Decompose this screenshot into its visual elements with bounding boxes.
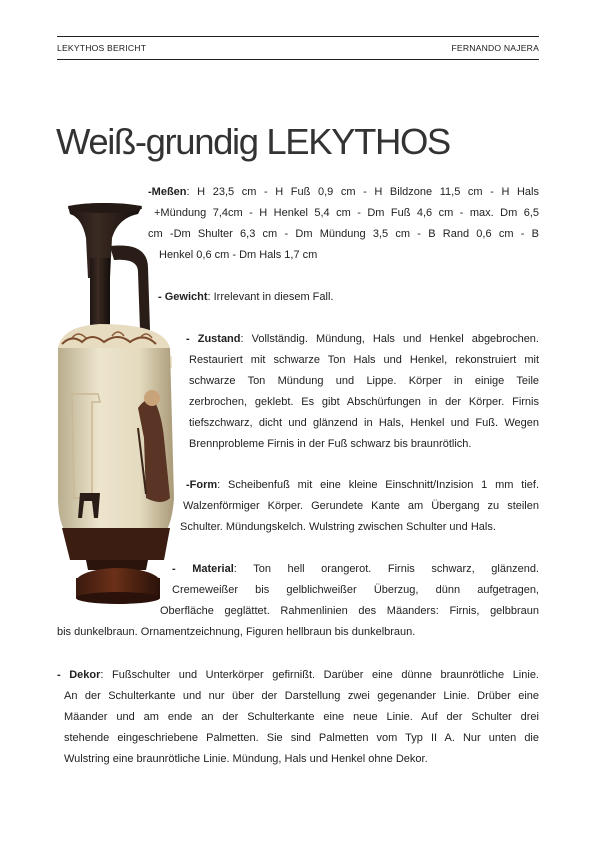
messen-label: -Meßen — [148, 186, 187, 198]
header-top-rule — [57, 36, 539, 37]
zustand-line-4: zerbrochen, geklebt. Es gibt Abschürfungen in der Körper. Firnis — [189, 396, 539, 408]
form-label: -Form — [186, 479, 218, 491]
form-line-2: Walzenförmiger Körper. Gerundete Kante am Übergang zu steilen — [183, 500, 539, 512]
dekor-line-2: An der Schulterkante und nur über der Darstellung zwei gegenander Linie. Drüber eine — [64, 690, 539, 702]
dekor-line-4: stehende eingeschriebene Palmetten. Sie sind Palmetten vom Typ II A. Nur unten die — [64, 732, 539, 744]
form-line-3: Schulter. Mündungskelch. Wulstring zwischen Schulter und Hals. — [180, 521, 496, 533]
zustand-line-3: schwarze Ton Mündung und Lippe. Körper in einige Teile — [189, 375, 539, 387]
form-line-1: : Scheibenfuß mit eine kleine Einschnitt/Inzision 1 mm tief. — [217, 479, 539, 491]
header-left-text: LEKYTHOS BERICHT — [57, 43, 147, 53]
zustand-line-5: tiefszchwarz, dicht und glänzend in Hals, Henkel und Fuß. Wegen — [189, 417, 539, 429]
messen-line-1: : H 23,5 cm - H Fuß 0,9 cm - H Bildzone 11,5 cm - H Hals — [186, 186, 539, 198]
section-messen — [148, 182, 539, 266]
zustand-line-6: Brennprobleme Firnis in der Fuß schwarz bis braunrötlich. — [189, 438, 472, 450]
header-bottom-rule — [57, 59, 539, 60]
section-gewicht — [158, 287, 539, 308]
dekor-line-5: Wulstring eine braunrötliche Linie. Mündung, Hals und Henkel ohne Dekor. — [64, 753, 428, 765]
page-title: Weiß-grundig LEKYTHOS — [56, 121, 450, 162]
dekor-line-1: : Fußschulter und Unterkörper gefirnißt. Darüber eine dünne braunrötliche Linie. — [100, 669, 539, 681]
material-line-4: bis dunkelbraun. Ornamentzeichnung, Figuren hellbraun bis dunkelbraun. — [57, 626, 416, 638]
gewicht-text: : Irrelevant in diesem Fall. — [207, 291, 334, 303]
zustand-label: - Zustand — [186, 333, 241, 345]
material-label: - Material — [172, 563, 234, 575]
material-line-2: Cremeweißer bis gelblichweißer Überzug, dünn aufgetragen, — [172, 584, 539, 596]
section-dekor — [57, 665, 539, 770]
messen-line-4: Henkel 0,6 cm - Dm Hals 1,7 cm — [159, 249, 318, 261]
dekor-label: - Dekor — [57, 669, 101, 681]
messen-line-2: +Mündung 7,4cm - H Henkel 5,4 cm - Dm Fuß 4,6 cm - max. Dm 6,5 — [154, 207, 539, 219]
zustand-line-2: Restauriert mit schwarze Ton Hals und Henkel, rekonstruiert mit — [189, 354, 539, 366]
zustand-line-1: : Vollständig. Mündung, Hals und Henkel abgebrochen. — [240, 333, 539, 345]
section-form — [180, 475, 539, 538]
messen-line-3: cm -Dm Shulter 6,3 cm - Dm Mündung 3,5 cm - B Rand 0,6 cm - B — [148, 228, 539, 240]
material-line-1: : Ton hell orangerot. Firnis schwarz, glänzend. — [233, 563, 539, 575]
gewicht-label: - Gewicht — [158, 291, 208, 303]
section-zustand — [186, 329, 539, 455]
dekor-line-3: Mäander und am ende an der Schulterkante eine neue Linie. Auf der Schulter drei — [64, 711, 539, 723]
section-material — [57, 559, 539, 643]
material-line-3: Oberfläche geglättet. Rahmenlinien des Mäanders: Firnis, gelbbraun — [160, 605, 539, 617]
header-right-text: FERNANDO NAJERA — [451, 43, 539, 53]
